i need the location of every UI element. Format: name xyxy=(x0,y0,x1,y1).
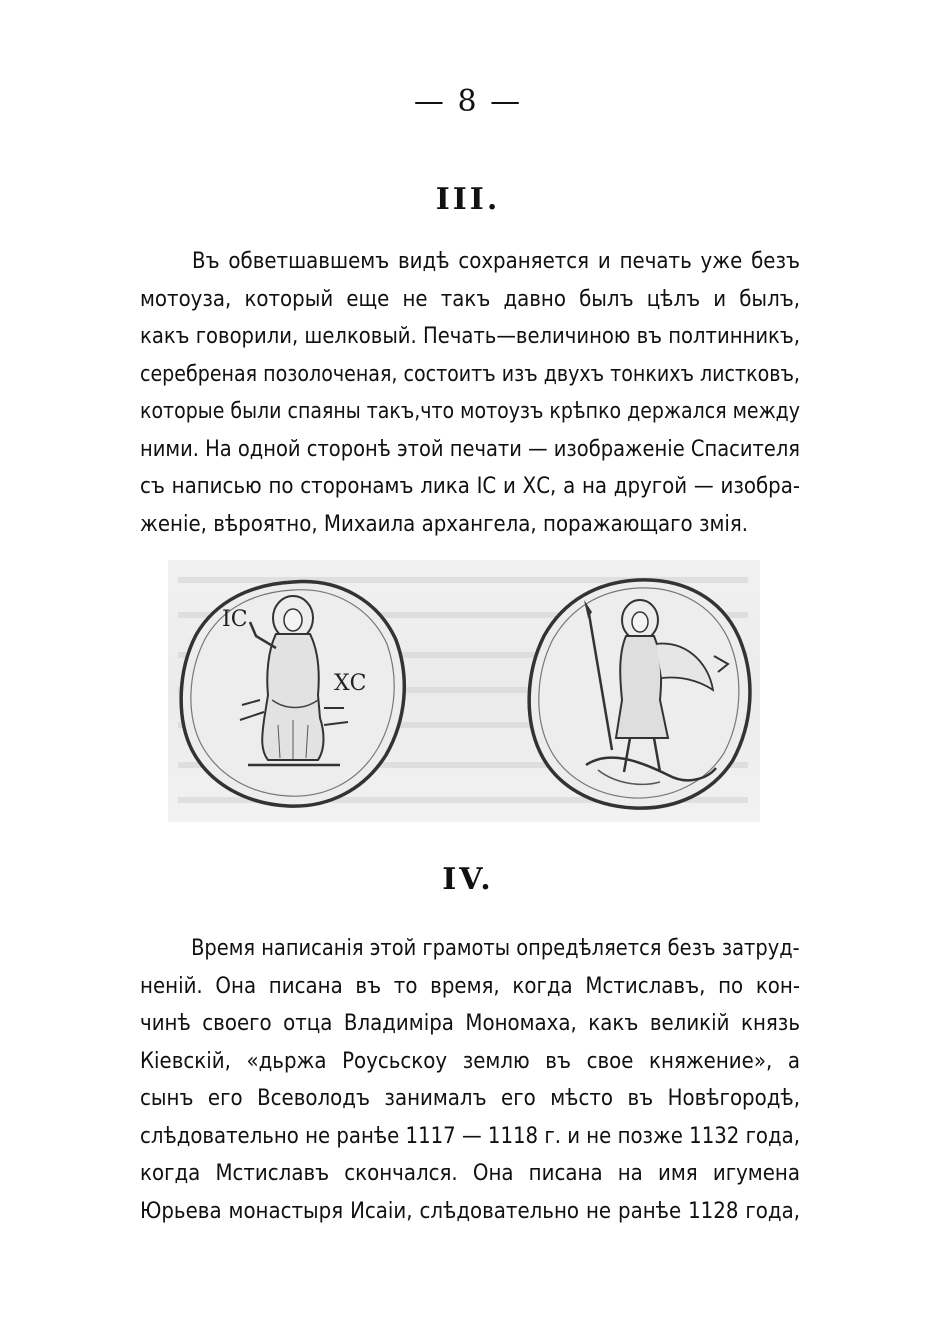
seal-inscription-ic: ІС xyxy=(222,607,248,632)
text-line: съ написью по сторонамъ лика ІС и ХС, а на другой — изобра- xyxy=(140,474,800,499)
seal-illustration xyxy=(168,560,760,822)
text-line: Юрьева монастыря Исаіи, слѣдовательно не ранѣе 1128 года, xyxy=(140,1198,800,1224)
text-line: слѣдовательно не ранѣе 1117 — 1118 г. и не позже 1132 года, xyxy=(140,1123,800,1149)
paragraph-section-iv xyxy=(140,930,800,1230)
text-line: серебреная позолоченая, состоитъ изъ двухъ тонкихъ листковъ, xyxy=(140,361,800,387)
text-line: какъ говорили, шелковый. Печать—величиною въ полтинникъ, xyxy=(140,324,800,349)
paragraph-section-iii xyxy=(140,243,800,543)
text-line: мотоуза, который еще не такъ давно былъ цѣлъ и былъ, xyxy=(140,286,800,312)
text-line: Время написанія этой грамоты опредѣляется безъ затруд- xyxy=(191,936,800,961)
section-heading-iii: III. xyxy=(435,182,501,217)
text-line: Въ обветшавшемъ видѣ сохраняется и печать уже безъ xyxy=(192,249,800,274)
text-line: которые были спаяны такъ,что мотоузъ крѣпко держался между xyxy=(140,399,801,424)
seal-inscription-xc: ХС xyxy=(334,671,367,696)
text-line: ними. На одной сторонѣ этой печати — изображеніе Спасителя xyxy=(140,436,801,462)
seal-obverse-christ xyxy=(181,582,404,807)
seal-reverse-archangel xyxy=(529,580,750,808)
text-line: чинѣ своего отца Владиміра Мономаха, какъ великій князь xyxy=(140,1011,800,1036)
text-line: женіе, вѣроятно, Михаила архангела, поражающаго змія. xyxy=(140,511,749,537)
text-line: когда Мстиславъ скончался. Она писана на имя игумена xyxy=(140,1161,800,1186)
text-line: неній. Она писана въ то время, когда Мстиславъ, по кон- xyxy=(140,973,800,999)
page-number: — 8 — xyxy=(413,84,523,119)
text-line: Кіевскій, «дьржа Роусьскоу землю въ свое княжение», а xyxy=(140,1048,800,1074)
section-heading-iv: IV. xyxy=(442,862,494,897)
text-line: сынъ его Всеволодъ занималъ его мѣсто въ Новѣгородѣ, xyxy=(140,1086,800,1111)
